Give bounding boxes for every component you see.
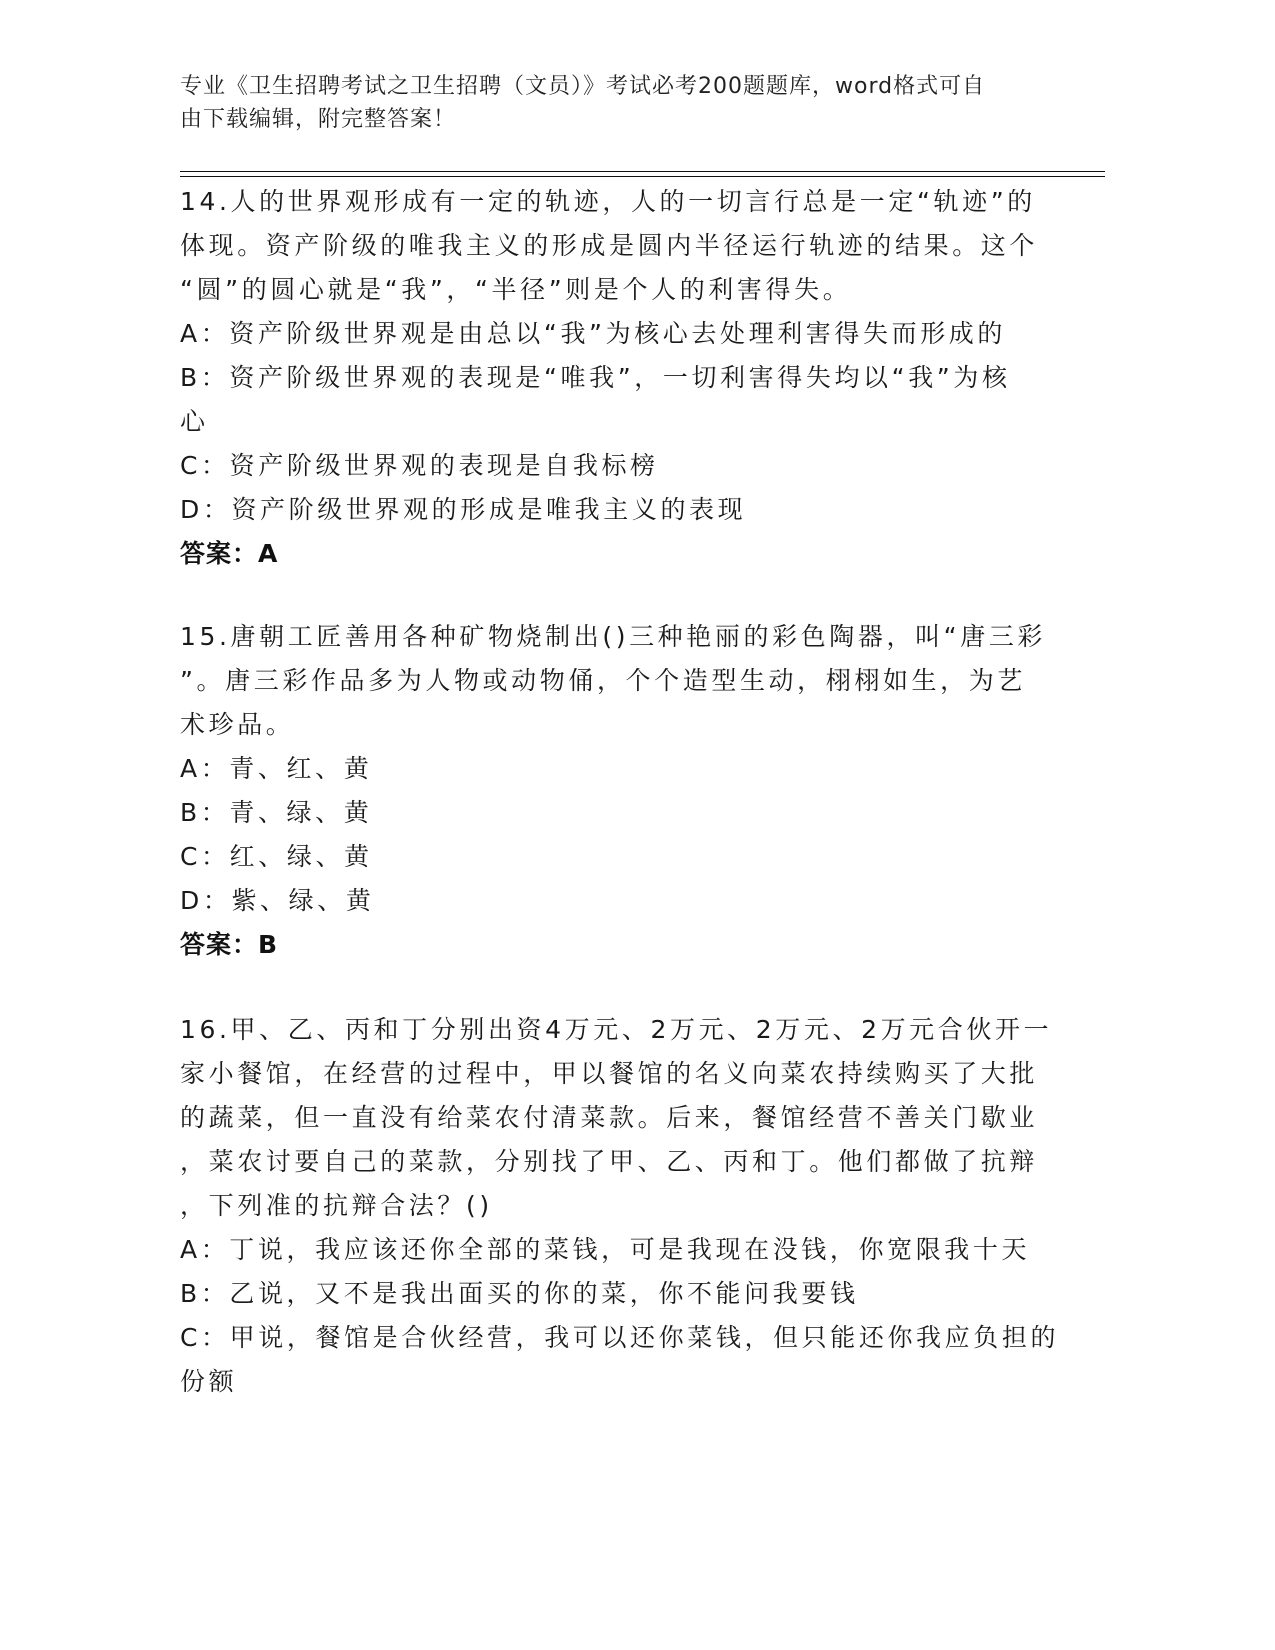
question-stem-line: 的蔬菜，但一直没有给菜农付清菜款。后来，餐馆经营不善关门歇业 [180, 1103, 1039, 1132]
header-line-2: 由下载编辑，附完整答案！ [180, 107, 457, 132]
question-stem-line: ，菜农讨要自己的菜款，分别找了甲、乙、丙和丁。他们都做了抗辩 [180, 1147, 1039, 1176]
option-a: A：丁说，我应该还你全部的菜钱，可是我现在没钱，你宽限我十天 [180, 1235, 1031, 1264]
question-stem-line: 术珍品。 [180, 710, 295, 739]
question-stem-line: “圆”的圆心就是“我”，“半径”则是个人的利害得失。 [180, 275, 852, 304]
option-d: D：资产阶级世界观的形成是唯我主义的表现 [180, 495, 747, 524]
option-d: D：紫、绿、黄 [180, 886, 375, 915]
question-stem-line: 家小餐馆，在经营的过程中，甲以餐馆的名义向菜农持续购买了大批 [180, 1059, 1039, 1088]
option-c: C：红、绿、黄 [180, 842, 373, 871]
header-divider-bottom [180, 176, 1105, 177]
header-divider-top [180, 171, 1105, 172]
option-c: C：甲说，餐馆是合伙经营，我可以还你菜钱，但只能还你我应负担的 [180, 1323, 1060, 1352]
option-b: B：资产阶级世界观的表现是“唯我”，一切利害得失均以“我”为核 [180, 363, 1011, 392]
option-b-continued: 心 [180, 407, 209, 436]
option-a: A：青、红、黄 [180, 754, 373, 783]
header-line-1: 专业《卫生招聘考试之卫生招聘（文员）》考试必考200题题库，word格式可自 [180, 74, 986, 99]
question-stem-line: 体现。资产阶级的唯我主义的形成是圆内半径运行轨迹的结果。这个 [180, 231, 1039, 260]
question-stem-line: ，下列准的抗辩合法？() [180, 1191, 493, 1220]
option-b: B：乙说，又不是我出面买的你的菜，你不能问我要钱 [180, 1279, 859, 1308]
question-stem-line: ”。唐三彩作品多为人物或动物俑，个个造型生动，栩栩如生，为艺 [180, 666, 1026, 695]
question-stem-line: 14.人的世界观形成有一定的轨迹，人的一切言行总是一定“轨迹”的 [180, 187, 1036, 216]
question-15 [180, 615, 1050, 967]
answer-label: 答案：A [180, 539, 279, 568]
question-16 [180, 1008, 1060, 1404]
option-c-continued: 份额 [180, 1367, 238, 1396]
answer-label: 答案：B [180, 930, 279, 959]
question-stem-line: 16.甲、乙、丙和丁分别出资4万元、2万元、2万元、2万元合伙开一 [180, 1015, 1053, 1044]
question-14 [180, 180, 1050, 576]
option-c: C：资产阶级世界观的表现是自我标榜 [180, 451, 659, 480]
option-b: B：青、绿、黄 [180, 798, 373, 827]
question-stem-line: 15.唐朝工匠善用各种矿物烧制出()三种艳丽的彩色陶器，叫“唐三彩 [180, 622, 1047, 651]
option-a: A：资产阶级世界观是由总以“我”为核心去处理利害得失而形成的 [180, 319, 1007, 348]
document-header [180, 70, 1050, 136]
